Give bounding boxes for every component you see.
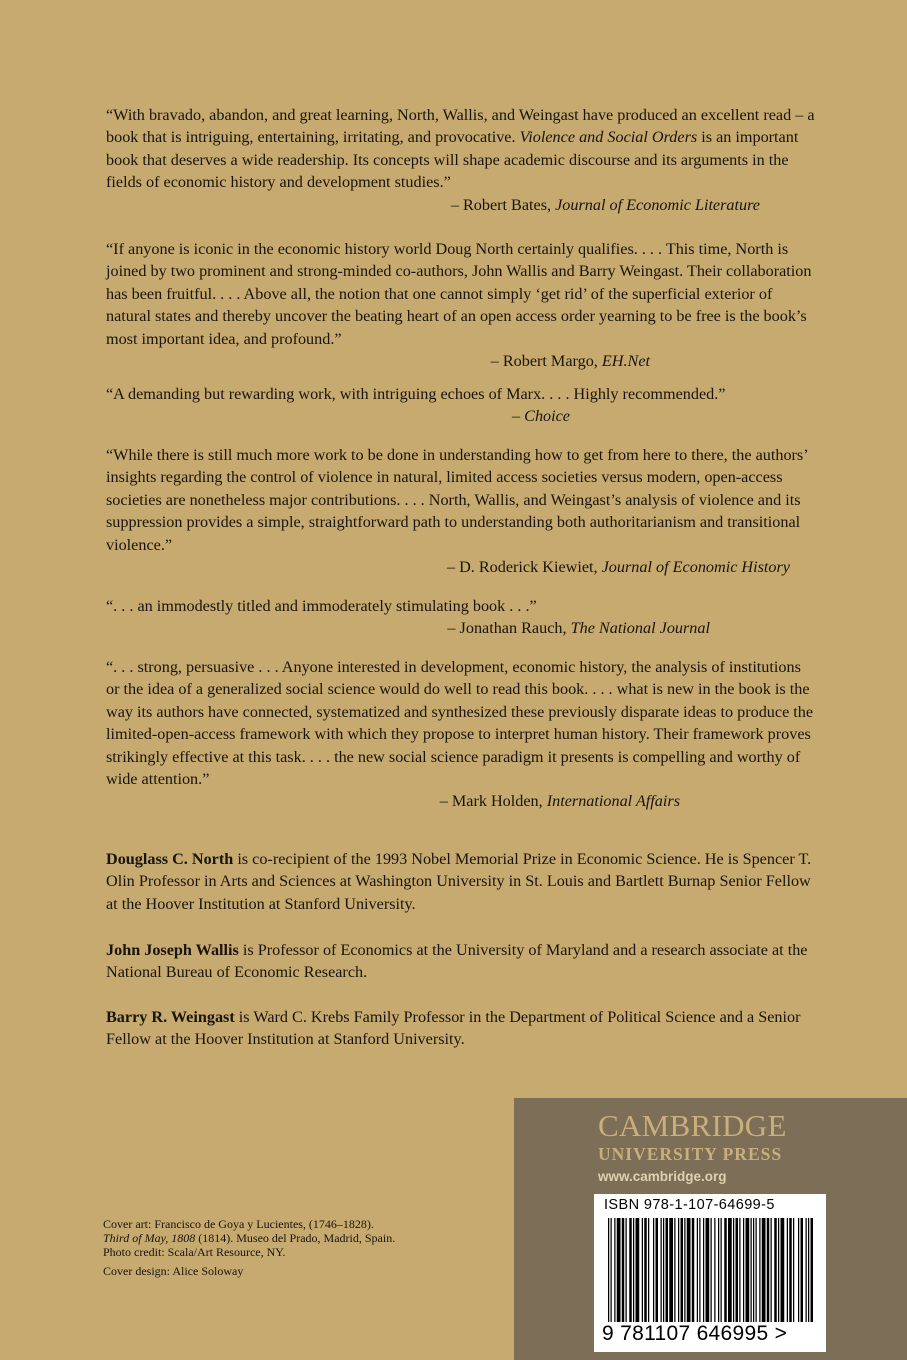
quote-text: “. . . an immodestly titled and immoderately stimulating book . . .”	[106, 597, 537, 615]
barcode-bar	[753, 1218, 754, 1322]
quote-text: “With bravado, abandon, and great learning, North, Wallis, and Weingast have produced an excellent read – a book that is intriguing, entertaining, irritating, and provocative. Violence and Social Orders is an important book that deserves a wide readership. Its concepts will shape academic discourse and its arguments in the fields of economic history and development studies.”	[106, 106, 815, 192]
quote-attribution: – Jonathan Rauch, The National Journal	[447, 619, 710, 638]
quote-attribution: – Robert Bates, Journal of Economic Literature	[450, 195, 760, 214]
barcode-bar	[733, 1218, 734, 1322]
quote-kiewiet	[106, 444, 816, 578]
barcode-bar	[656, 1218, 659, 1322]
barcode-bar	[762, 1218, 766, 1322]
barcode-bar	[633, 1218, 634, 1322]
photo-credit: Photo credit: Scala/Art Resource, NY.	[103, 1245, 286, 1259]
barcode-bar	[611, 1218, 612, 1322]
barcode-bar	[767, 1218, 770, 1322]
barcode-bar	[801, 1218, 804, 1322]
barcode-bar	[811, 1218, 814, 1322]
barcode-bar	[661, 1218, 662, 1322]
barcode-bar	[724, 1218, 727, 1322]
quote-bates	[106, 104, 816, 216]
barcode-bar	[653, 1218, 654, 1322]
barcode-bar	[728, 1218, 732, 1322]
quote-rauch	[106, 595, 816, 640]
barcode-bar	[642, 1218, 643, 1322]
publisher-url[interactable]: www.cambridge.org	[598, 1169, 727, 1184]
quote-attribution: – Choice	[512, 407, 570, 426]
bio-wallis: John Joseph Wallis is Professor of Economics at the University of Maryland and a research associate at the National Bureau of Economic Research.	[106, 941, 808, 982]
author-name: Douglass C. North	[106, 850, 234, 868]
quote-attribution: – D. Roderick Kiewiet, Journal of Economic History	[446, 558, 790, 577]
quote-margo	[106, 238, 816, 372]
barcode-bar	[669, 1218, 673, 1322]
barcode-bar	[703, 1218, 704, 1322]
barcode-bar	[687, 1218, 691, 1322]
barcode-bar	[714, 1218, 715, 1322]
barcode-bar	[684, 1218, 685, 1322]
quote-attribution: – Mark Holden, International Affairs	[439, 792, 680, 811]
barcode-bar	[771, 1218, 772, 1322]
isbn-barcode	[594, 1194, 826, 1352]
barcode-bar	[721, 1218, 722, 1322]
barcode-bar	[806, 1218, 807, 1322]
barcode-bar	[614, 1218, 615, 1322]
publisher-block	[514, 1098, 907, 1360]
barcode-bar	[736, 1218, 739, 1322]
barcode-bar	[711, 1218, 712, 1322]
quote-choice	[106, 383, 816, 428]
barcode-bar	[674, 1218, 675, 1322]
barcode-bar	[808, 1218, 809, 1322]
barcode-bar	[697, 1218, 698, 1322]
bio-north: Douglass C. North is co-recipient of the 1993 Nobel Memorial Prize in Economic Science. He is Spencer T. Olin Professor in Arts and Sciences at Washington University in St. Louis and Bartlett Burnap Senior Fellow at the Hoover Institution at Stanford University.	[106, 850, 812, 913]
barcode-bars	[608, 1218, 813, 1322]
quote-text: “If anyone is iconic in the economic history world Doug North certainly qualifies. . . . This time, North is joined by two prominent and strong-minded co-authors, John Wallis and Barry Weingast. Their collaboration has been fruitful. . . . Above all, the notion that one cannot simply ‘get rid’ of the superficial exterior of natural states and thereby uncover the beating heart of an open access order yearning to be free is the book’s most important idea, and profound.”	[106, 240, 812, 348]
quote-holden	[106, 656, 816, 813]
barcode-bar	[626, 1218, 627, 1322]
barcode-bar	[699, 1218, 700, 1322]
barcode-bar	[751, 1218, 752, 1322]
barcode-bar	[793, 1218, 794, 1322]
barcode-digits: 9 781107 646995 >	[602, 1322, 788, 1345]
barcode-bar	[774, 1218, 777, 1322]
barcode-bar	[787, 1218, 788, 1322]
barcode-bar	[663, 1218, 664, 1322]
barcode-bar	[692, 1218, 695, 1322]
quote-text: “A demanding but rewarding work, with intriguing echoes of Marx. . . . Highly recommended.”	[106, 385, 726, 403]
barcode-bar	[756, 1218, 757, 1322]
cover-art-credit: Cover art: Francisco de Goya y Lucientes, (1746–1828).	[103, 1217, 374, 1231]
barcode-bar	[617, 1218, 621, 1322]
isbn-text: ISBN 978-1-107-64699-5	[604, 1197, 775, 1213]
barcode-bar	[789, 1218, 792, 1322]
bio-weingast: Barry R. Weingast is Ward C. Krebs Family Professor in the Department of Political Science and a Senior Fellow at the Hoover Institution at Stanford University.	[106, 1008, 801, 1049]
barcode-bar	[622, 1218, 625, 1322]
cover-design-credit: Cover design: Alice Soloway	[103, 1264, 244, 1278]
quote-text: “While there is still much more work to be done in understanding how to get from here to there, the authors’ insights regarding the control of violence in natural, limited access societies versus modern, open-access societies are nonetheless major contributions. . . . North, Wallis, and Weingast’s analysis of violence and its suppression provides a simple, straightforward path to understanding both authoritarianism and transitional violence.”	[106, 446, 808, 554]
barcode-bar	[798, 1218, 799, 1322]
barcode-bar	[648, 1218, 649, 1322]
publisher-logo-name: CAMBRIDGE	[598, 1108, 787, 1143]
cover-credits	[103, 1217, 503, 1278]
author-name: John Joseph Wallis	[106, 941, 239, 959]
quote-attribution: – Robert Margo, EH.Net	[490, 352, 650, 371]
publisher-logo-subtitle: UNIVERSITY PRESS	[598, 1144, 783, 1164]
barcode-bar	[739, 1218, 740, 1322]
barcode-bar	[629, 1218, 632, 1322]
barcode-bar	[666, 1218, 669, 1322]
barcode-bar	[778, 1218, 779, 1322]
barcode-bar	[746, 1218, 750, 1322]
barcode-bar	[678, 1218, 679, 1322]
barcode-bar	[636, 1218, 640, 1322]
barcode-bar	[608, 1218, 609, 1322]
barcode-bar	[706, 1218, 710, 1322]
author-name: Barry R. Weingast	[106, 1008, 235, 1026]
barcode-bar	[718, 1218, 719, 1322]
barcode-bar	[743, 1218, 744, 1322]
quote-text: “. . . strong, persuasive . . . Anyone interested in development, economic history, the analysis of institutions or the idea of a generalized social science would do well to read this book. . . . what is new in the book is the way its authors have connected, systematized and synthesized these previously disparate ideas to produce the limited-open-access framework with which they propose to interpret human history. Their framework proves strikingly effective at this task. . . . the new social science paradigm it presents is compelling and worthy of wide attention.”	[106, 658, 814, 789]
barcode-bar	[681, 1218, 684, 1322]
artwork-title: Third of May, 1808 (1814). Museo del Prado, Madrid, Spain.	[103, 1231, 396, 1245]
barcode-bar	[781, 1218, 785, 1322]
barcode-bar	[644, 1218, 647, 1322]
barcode-bar	[759, 1218, 760, 1322]
